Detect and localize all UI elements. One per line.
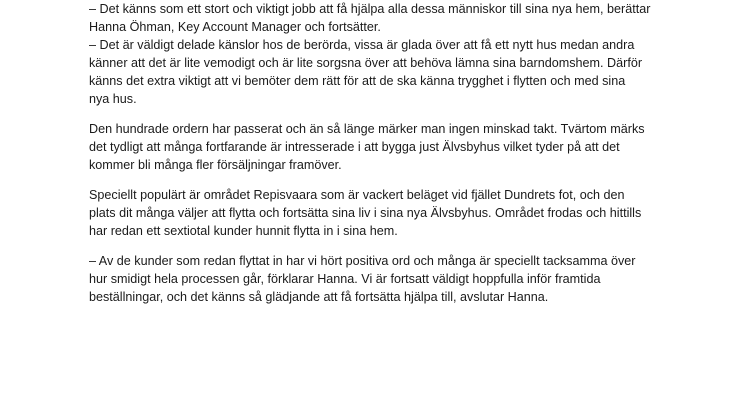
paragraph-2: [89, 120, 679, 174]
paragraph-3: [89, 186, 679, 240]
paragraph-line: Hanna Öhman, Key Account Manager och fortsätter.: [89, 20, 381, 34]
paragraph-line: beställningar, och det känns så glädjande att få fortsätta hjälpa till, avslutar Hanna.: [89, 290, 549, 304]
paragraph-line: Den hundrade ordern har passerat och än så länge märker man ingen minskad takt. Tvärtom märks: [89, 122, 645, 136]
paragraph-line: – Det känns som ett stort och viktigt jobb att få hjälpa alla dessa människor till sina nya hem, berättar: [89, 2, 651, 16]
paragraph-line: har redan ett sextiotal kunder hunnit flytta in i sina hem.: [89, 224, 398, 238]
paragraph-line: plats dit många väljer att flytta och fortsätta sina liv i sina nya Älvsbyhus. Området frodas och hittills: [89, 206, 642, 220]
paragraph-4: [89, 252, 679, 306]
paragraph-line: kommer bli många fler försäljningar framöver.: [89, 158, 342, 172]
document-body: [89, 0, 679, 318]
paragraph-1: [89, 0, 679, 108]
paragraph-line: känns det extra viktigt att vi bemöter dem rätt för att de ska känna trygghet i flytten och med sina: [89, 74, 626, 88]
paragraph-line: – Det är väldigt delade känslor hos de berörda, vissa är glada över att få ett nytt hus medan andra: [89, 38, 635, 52]
paragraph-line: Speciellt populärt är området Repisvaara som är vackert beläget vid fjället Dundrets fot, och den: [89, 188, 625, 202]
paragraph-line: det tydligt att många fortfarande är intresserade i att bygga just Älvsbyhus vilket tyder på att det: [89, 140, 620, 154]
paragraph-line: – Av de kunder som redan flyttat in har vi hört positiva ord och många är speciellt tacksamma över: [89, 254, 636, 268]
paragraph-line: nya hus.: [89, 92, 137, 106]
paragraph-line: hur smidigt hela processen går, förklarar Hanna. Vi är fortsatt väldigt hoppfulla inför framtida: [89, 272, 601, 286]
paragraph-line: känner att det är lite vemodigt och är lite sorgsna över att behöva lämna sina barndomshem. Därför: [89, 56, 643, 70]
